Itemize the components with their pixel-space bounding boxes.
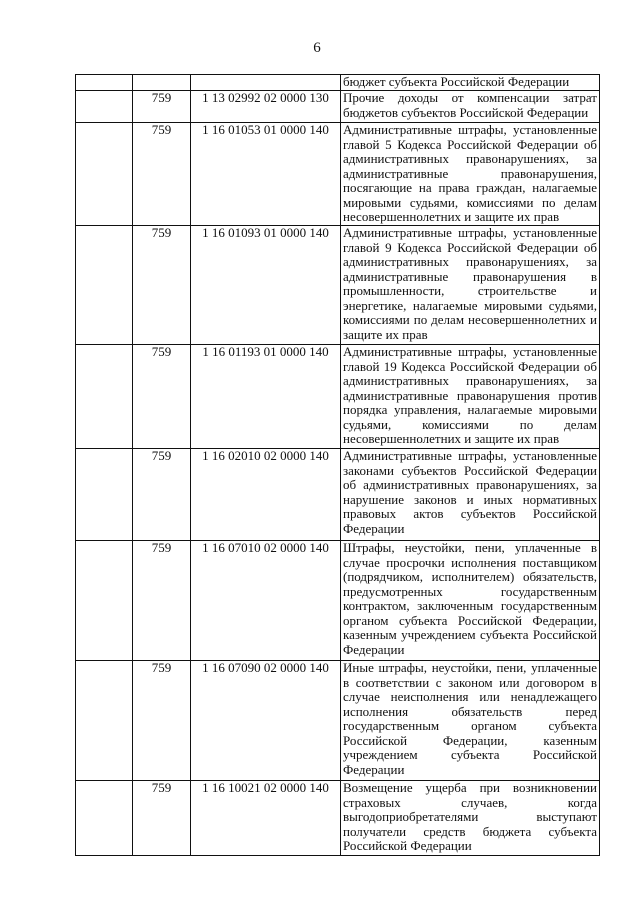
revenue-name-cell: Административные штрафы, установленные главой 9 Кодекса Российской Федерации об административных правонарушениях, за административные правонарушения в промышленности, строительстве и энергетике, налагаемые мировыми судьями, комиссиями по делам несовершеннолетних и защите их прав: [341, 226, 600, 345]
table-row: [76, 91, 600, 123]
table-row: [76, 345, 600, 449]
row-blank-cell: [76, 345, 133, 449]
revenue-name-cell: Возмещение ущерба при возникновении страховых случаев, когда выгодоприобретателями выступают получатели средств бюджета субъекта Российской Федерации: [341, 781, 600, 856]
revenue-name-cell: Административные штрафы, установленные главой 5 Кодекса Российской Федерации об административных правонарушениях, за административные правонарушения, посягающие на права граждан, налагаемые мировыми судьями, комиссиями по делам несовершеннолетних и защите их прав: [341, 123, 600, 226]
administrator-code-cell: 759: [133, 449, 191, 541]
administrator-code-cell: 759: [133, 781, 191, 856]
revenue-code-cell: [191, 75, 341, 91]
table-row: [76, 75, 600, 91]
revenue-name-cell: Административные штрафы, установленные главой 19 Кодекса Российской Федерации об административных правонарушениях, за административные правонарушения против порядка управления, налагаемые мировыми судьями, комиссиями по делам несовершеннолетних и защите их прав: [341, 345, 600, 449]
row-blank-cell: [76, 91, 133, 123]
table-row: [76, 449, 600, 541]
revenue-code-cell: 1 16 10021 02 0000 140: [191, 781, 341, 856]
table-row: [76, 781, 600, 856]
revenue-code-cell: 1 16 01053 01 0000 140: [191, 123, 341, 226]
row-blank-cell: [76, 449, 133, 541]
revenue-code-cell: 1 16 02010 02 0000 140: [191, 449, 341, 541]
revenue-code-cell: 1 13 02992 02 0000 130: [191, 91, 341, 123]
revenue-name-cell: Иные штрафы, неустойки, пени, уплаченные в соответствии с законом или договором в случае неисполнения или ненадлежащего исполнения обязательств перед государственным органом субъекта Российской Федерации, казенным учреждением субъекта Российской Федерации: [341, 661, 600, 781]
revenue-name-cell: Штрафы, неустойки, пени, уплаченные в случае просрочки исполнения поставщиком (подрядчиком, исполнителем) обязательств, предусмотренных государственным контрактом, заключенным государственным органом субъекта Российской Федерации, казенным учреждением субъекта Российской Федерации: [341, 541, 600, 661]
row-blank-cell: [76, 123, 133, 226]
administrator-code-cell: 759: [133, 91, 191, 123]
row-blank-cell: [76, 781, 133, 856]
revenue-code-cell: 1 16 07090 02 0000 140: [191, 661, 341, 781]
administrator-code-cell: [133, 75, 191, 91]
table-row: [76, 123, 600, 226]
administrator-code-cell: 759: [133, 123, 191, 226]
budget-revenue-table: [75, 74, 600, 856]
revenue-name-cell: Административные штрафы, установленные законами субъектов Российской Федерации об административных правонарушениях, за нарушение законов и иных нормативных правовых актов субъектов Российской Федерации: [341, 449, 600, 541]
revenue-code-cell: 1 16 01193 01 0000 140: [191, 345, 341, 449]
administrator-code-cell: 759: [133, 345, 191, 449]
administrator-code-cell: 759: [133, 541, 191, 661]
revenue-name-cell: бюджет субъекта Российской Федерации: [341, 75, 600, 91]
row-blank-cell: [76, 661, 133, 781]
table-row: [76, 661, 600, 781]
page-number: 6: [313, 40, 321, 56]
administrator-code-cell: 759: [133, 226, 191, 345]
table-row: [76, 226, 600, 345]
revenue-code-cell: 1 16 07010 02 0000 140: [191, 541, 341, 661]
row-blank-cell: [76, 75, 133, 91]
administrator-code-cell: 759: [133, 661, 191, 781]
revenue-code-cell: 1 16 01093 01 0000 140: [191, 226, 341, 345]
revenue-name-cell: Прочие доходы от компенсации затрат бюджетов субъектов Российской Федерации: [341, 91, 600, 123]
row-blank-cell: [76, 226, 133, 345]
row-blank-cell: [76, 541, 133, 661]
table-row: [76, 541, 600, 661]
